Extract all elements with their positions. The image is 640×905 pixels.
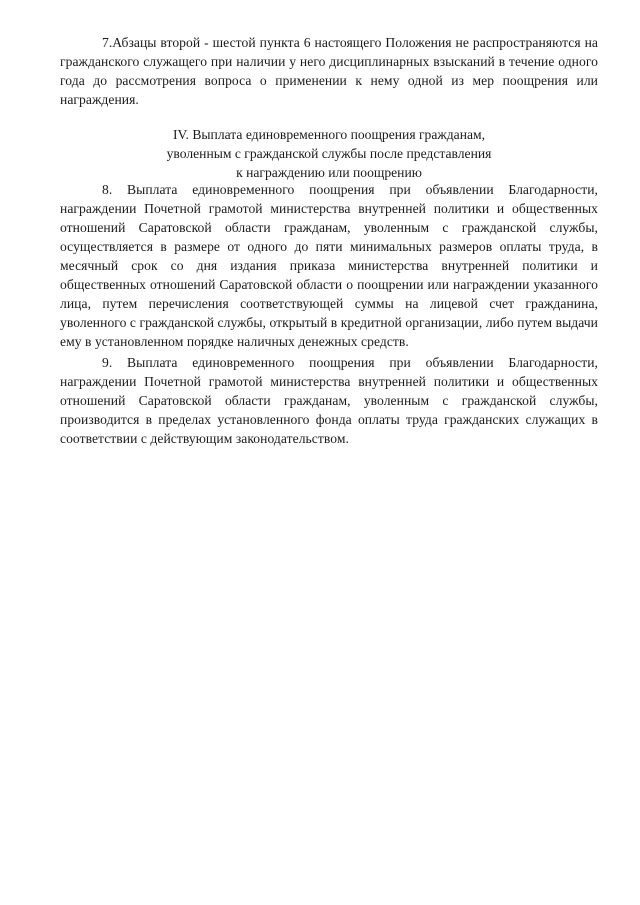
section-heading-line-2: уволенным с гражданской службы после представления <box>166 146 492 161</box>
paragraph-8-block <box>60 180 598 351</box>
paragraph-8: 8. Выплата единовременного поощрения при объявлении Благодарности, награждении Почетной грамотой министерства внутренней политики и общественных отношений Саратовской области гражданам, уволенным с гражданской службы, осуществляется в размере от одного до пяти минимальных размеров оплаты труда, в месячный срок со дня издания приказа министерства внутренней политики и общественных отношений Саратовской области о поощрении или награждении указанного лица, путем перечисления соответствующей суммы на лицевой счет гражданина, уволенного с гражданской службы, открытый в кредитной организации, либо путем выдачи ему в установленном порядке наличных денежных средств. <box>60 182 598 349</box>
section-heading-text <box>60 125 598 182</box>
paragraph-9-block <box>60 353 598 448</box>
section-heading <box>60 125 598 182</box>
section-heading-line-3: к награждению или поощрению <box>236 165 422 180</box>
paragraph-9: 9. Выплата единовременного поощрения при объявлении Благодарности, награждении Почетной грамотой министерства внутренней политики и общественных отношений Саратовской области гражданам, уволенным с гражданской службы, производится в пределах установленного фонда оплаты труда гражданских служащих в соответствии с действующим законодательством. <box>60 355 598 446</box>
section-heading-line-1: IV. Выплата единовременного поощрения гражданам, <box>172 127 486 142</box>
paragraph-7: 7.Абзацы второй - шестой пункта 6 настоящего Положения не распространяются на гражданского служащего при наличии у него дисциплинарных взысканий в течение одного года до рассмотрения вопроса о применении к нему одной из мер поощрения или награждения. <box>60 35 598 107</box>
paragraph-7-block <box>60 33 598 109</box>
